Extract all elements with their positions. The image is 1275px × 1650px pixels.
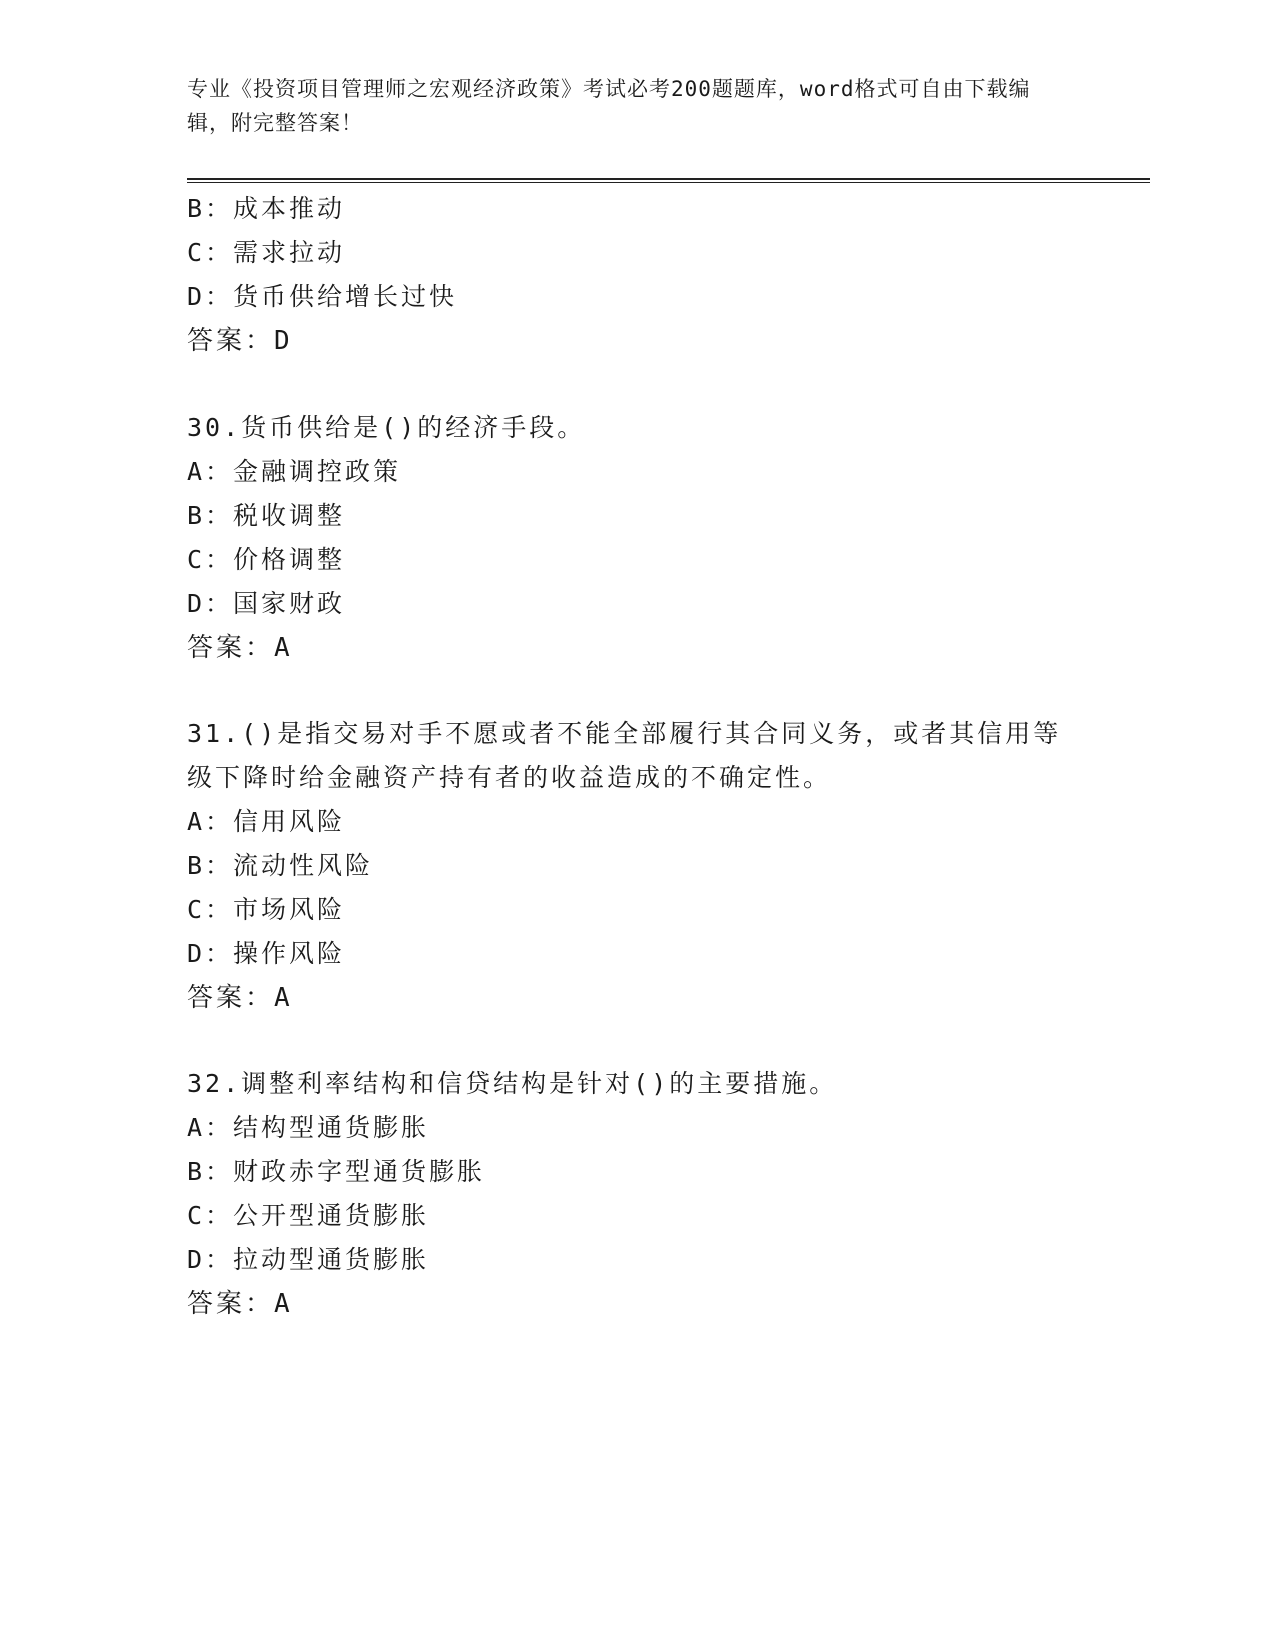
q32-option-d: D：拉动型通货膨胀: [187, 1245, 430, 1274]
option-c: C：需求拉动: [187, 238, 346, 267]
q30-option-c: C：价格调整: [187, 545, 346, 574]
q30-option-b: B：税收调整: [187, 501, 346, 530]
question-31-stem-line2: 级下降时给金融资产持有者的收益造成的不确定性。: [187, 763, 832, 792]
q32-answer: 答案：A: [187, 1289, 293, 1319]
q31-answer: 答案：A: [187, 983, 293, 1013]
q30-option-a: A：金融调控政策: [187, 457, 402, 486]
question-31-stem-line1: 31.()是指交易对手不愿或者不能全部履行其合同义务，或者其信用等: [187, 719, 1062, 748]
question-30-stem: 30.货币供给是()的经济手段。: [187, 413, 586, 442]
header-divider: [187, 178, 1150, 183]
document-header: 专业《投资项目管理师之宏观经济政策》考试必考200题题库，word格式可自由下载编辑，附完整答案！: [187, 77, 1031, 135]
q31-option-d: D：操作风险: [187, 939, 346, 968]
answer-line: 答案：D: [187, 326, 293, 356]
q31-option-b: B：流动性风险: [187, 851, 374, 880]
q30-option-d: D：国家财政: [187, 589, 346, 618]
option-b: B：成本推动: [187, 194, 346, 223]
question-32-stem: 32.调整利率结构和信贷结构是针对()的主要措施。: [187, 1069, 838, 1098]
q32-option-a: A：结构型通货膨胀: [187, 1113, 430, 1142]
q32-option-c: C：公开型通货膨胀: [187, 1201, 430, 1230]
q30-answer: 答案：A: [187, 633, 293, 663]
option-d: D：货币供给增长过快: [187, 282, 458, 311]
q32-option-b: B：财政赤字型通货膨胀: [187, 1157, 486, 1186]
q31-option-a: A：信用风险: [187, 807, 346, 836]
q31-option-c: C：市场风险: [187, 895, 346, 924]
